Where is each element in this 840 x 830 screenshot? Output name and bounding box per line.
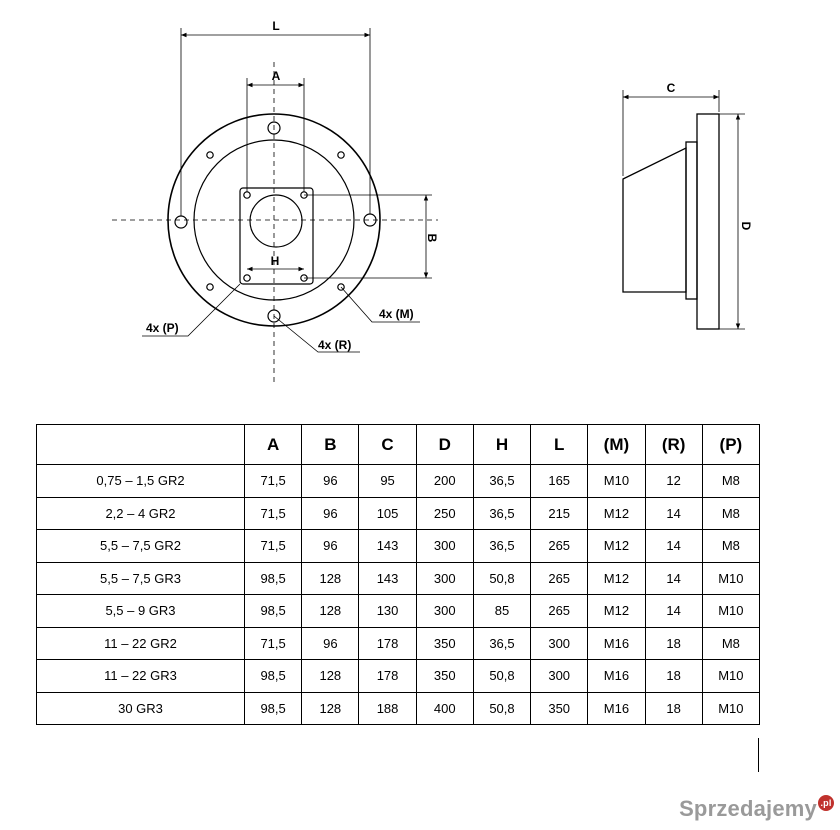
side-view	[623, 90, 745, 329]
table-row	[37, 692, 760, 725]
value-cell: 143	[359, 530, 416, 563]
dim-D-label: D	[739, 221, 753, 231]
value-cell: 178	[359, 627, 416, 660]
value-cell: M12	[588, 497, 645, 530]
value-cell: 98,5	[245, 692, 302, 725]
value-cell: 98,5	[245, 595, 302, 628]
header-cell-empty	[37, 425, 245, 465]
value-cell: M8	[702, 465, 759, 498]
value-cell: 96	[302, 497, 359, 530]
value-cell: 128	[302, 595, 359, 628]
value-cell: 98,5	[245, 660, 302, 693]
box-hole-tl	[244, 192, 250, 198]
value-cell: 18	[645, 627, 702, 660]
value-cell: 215	[531, 497, 588, 530]
value-cell: 300	[531, 660, 588, 693]
row-label-cell: 0,75 – 1,5 GR2	[37, 465, 245, 498]
value-cell: 18	[645, 660, 702, 693]
header-cell: C	[359, 425, 416, 465]
row-label-cell: 30 GR3	[37, 692, 245, 725]
header-cell: B	[302, 425, 359, 465]
dim-C-label: C	[666, 81, 676, 95]
value-cell: 14	[645, 595, 702, 628]
value-cell: 18	[645, 692, 702, 725]
value-cell: M10	[702, 595, 759, 628]
edge-line	[758, 738, 759, 772]
value-cell: 96	[302, 530, 359, 563]
table-row	[37, 465, 760, 498]
side-body	[623, 148, 686, 292]
value-cell: 96	[302, 627, 359, 660]
value-cell: 95	[359, 465, 416, 498]
value-cell: M12	[588, 595, 645, 628]
value-cell: 165	[531, 465, 588, 498]
table-row	[37, 627, 760, 660]
value-cell: M10	[702, 562, 759, 595]
value-cell: 36,5	[473, 530, 530, 563]
value-cell: 350	[416, 660, 473, 693]
value-cell: 36,5	[473, 465, 530, 498]
row-label-cell: 5,5 – 7,5 GR2	[37, 530, 245, 563]
header-cell: (M)	[588, 425, 645, 465]
header-cell: (P)	[702, 425, 759, 465]
value-cell: 300	[531, 627, 588, 660]
value-cell: 96	[302, 465, 359, 498]
table-header-row	[37, 425, 760, 465]
value-cell: M8	[702, 530, 759, 563]
value-cell: M10	[702, 692, 759, 725]
callout-M-label: 4x (M)	[379, 307, 414, 321]
value-cell: 188	[359, 692, 416, 725]
technical-drawing	[0, 0, 840, 400]
callout-P-label: 4x (P)	[146, 321, 179, 335]
value-cell: 71,5	[245, 497, 302, 530]
dim-B-label: B	[425, 233, 439, 243]
shaft-bore	[250, 195, 302, 247]
value-cell: 265	[531, 562, 588, 595]
value-cell: 350	[416, 627, 473, 660]
value-cell: M10	[588, 465, 645, 498]
value-cell: 50,8	[473, 692, 530, 725]
value-cell: 128	[302, 692, 359, 725]
watermark-text: Sprzedajemy	[679, 796, 817, 821]
watermark-logo	[679, 795, 834, 822]
row-label-cell: 5,5 – 9 GR3	[37, 595, 245, 628]
value-cell: 178	[359, 660, 416, 693]
header-cell: L	[531, 425, 588, 465]
value-cell: 36,5	[473, 497, 530, 530]
value-cell: 36,5	[473, 627, 530, 660]
row-label-cell: 5,5 – 7,5 GR3	[37, 562, 245, 595]
value-cell: 71,5	[245, 530, 302, 563]
table-row	[37, 660, 760, 693]
table-row	[37, 562, 760, 595]
terminal-box-outline	[240, 188, 313, 284]
value-cell: 128	[302, 562, 359, 595]
value-cell: 130	[359, 595, 416, 628]
value-cell: 300	[416, 562, 473, 595]
value-cell: 14	[645, 530, 702, 563]
value-cell: 300	[416, 595, 473, 628]
flange-small-hole-1	[207, 152, 213, 158]
value-cell: 50,8	[473, 562, 530, 595]
value-cell: 105	[359, 497, 416, 530]
row-label-cell: 11 – 22 GR3	[37, 660, 245, 693]
side-flange	[697, 114, 719, 329]
flange-small-hole-3	[207, 284, 213, 290]
value-cell: 143	[359, 562, 416, 595]
dim-H-label: H	[270, 254, 280, 268]
value-cell: 14	[645, 497, 702, 530]
value-cell: M10	[702, 660, 759, 693]
watermark-suffix-badge: .pl	[818, 795, 834, 811]
table-row	[37, 497, 760, 530]
value-cell: 50,8	[473, 660, 530, 693]
header-cell: A	[245, 425, 302, 465]
flange-small-hole-2	[338, 152, 344, 158]
flange-hole-left	[175, 216, 187, 228]
callout-R-label: 4x (R)	[318, 338, 352, 352]
table-row	[37, 530, 760, 563]
value-cell: M12	[588, 562, 645, 595]
value-cell: M8	[702, 627, 759, 660]
value-cell: 265	[531, 530, 588, 563]
value-cell: 98,5	[245, 562, 302, 595]
value-cell: 350	[531, 692, 588, 725]
row-label-cell: 2,2 – 4 GR2	[37, 497, 245, 530]
value-cell: 200	[416, 465, 473, 498]
side-spigot	[686, 142, 697, 299]
value-cell: 12	[645, 465, 702, 498]
value-cell: 128	[302, 660, 359, 693]
table-row	[37, 595, 760, 628]
value-cell: 400	[416, 692, 473, 725]
value-cell: 85	[473, 595, 530, 628]
value-cell: 300	[416, 530, 473, 563]
row-label-cell: 11 – 22 GR2	[37, 627, 245, 660]
header-cell: D	[416, 425, 473, 465]
value-cell: 14	[645, 562, 702, 595]
value-cell: 250	[416, 497, 473, 530]
value-cell: M8	[702, 497, 759, 530]
value-cell: M16	[588, 627, 645, 660]
box-hole-bl	[244, 275, 250, 281]
value-cell: 265	[531, 595, 588, 628]
dim-A-label: A	[271, 69, 281, 83]
value-cell: M16	[588, 692, 645, 725]
header-cell: H	[473, 425, 530, 465]
value-cell: 71,5	[245, 627, 302, 660]
header-cell: (R)	[645, 425, 702, 465]
dimensions-table	[36, 424, 760, 725]
dim-L-label: L	[272, 19, 280, 33]
value-cell: M16	[588, 660, 645, 693]
value-cell: M12	[588, 530, 645, 563]
value-cell: 71,5	[245, 465, 302, 498]
